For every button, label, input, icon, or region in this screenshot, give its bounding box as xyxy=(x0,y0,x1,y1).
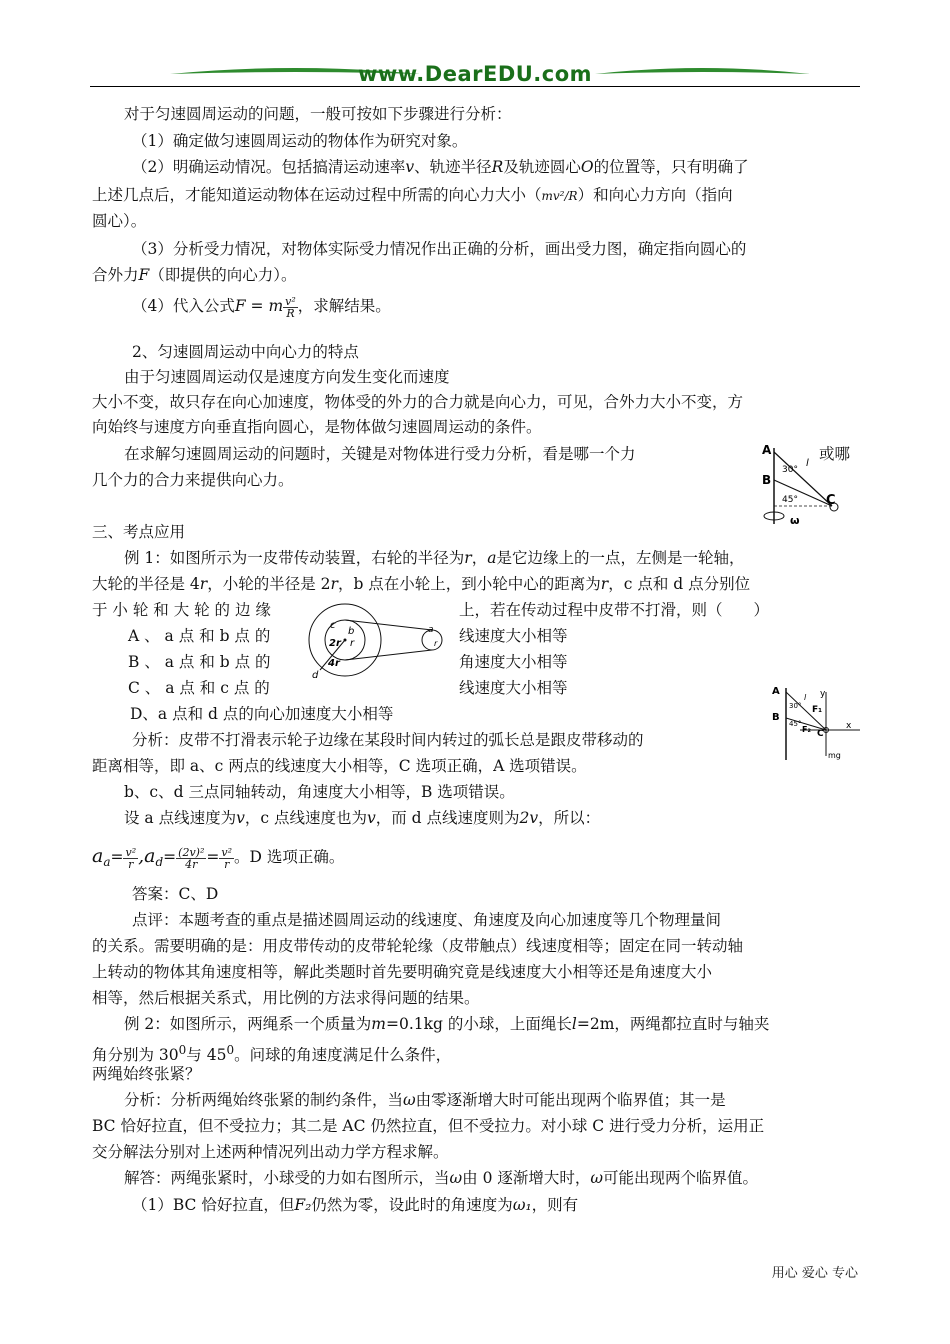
line-16: 例 1：如图所示为一皮带传动装置，右轮的半径为r，a是它边缘上的一点，左侧是一轮轴， xyxy=(124,549,745,567)
line-36: 分析：分析两绳始终张紧的制约条件，当ω由零逐渐增大时可能出现两个临界值；其一是 xyxy=(124,1091,726,1109)
line-24: 距离相等，即 a、c 两点的线速度大小相等，C 选项正确，A 选项错误。 xyxy=(92,757,587,775)
line-13: 在求解匀速圆周运动的问题时，关键是对物体进行受力分析，看是哪一个力 或哪 xyxy=(124,445,851,463)
line-28: 答案：C、D xyxy=(132,885,219,903)
line-15: 三、考点应用 xyxy=(92,523,186,541)
label-4r: 4r xyxy=(328,658,340,669)
label-a: A xyxy=(762,443,772,457)
label-d-point: d xyxy=(312,670,319,681)
line-14: 几个力的合力来提供向心力。 xyxy=(92,471,294,489)
option-a: A 、 a 点 和 b 点 的 线速度大小相等 xyxy=(128,627,568,645)
line-7: 合外力F（即提供的向心力）。 xyxy=(92,266,297,284)
line-5: 圆心）。 xyxy=(92,212,147,230)
line-18: 于 小 轮 和 大 轮 的 边 缘 上，若在传动过程中皮带不打滑，则（ ） xyxy=(92,601,770,619)
line-17: 大轮的半径是 4r，小轮的半径是 2r，b 点在小轮上，到小轮中心的距离为r，c 点和 d 点分别位 xyxy=(92,575,751,593)
line-9: 2、匀速圆周运动中向心力的特点 xyxy=(132,343,359,361)
figure-conical-pendulum xyxy=(760,440,850,530)
option-d: D、a 点和 d 点的向心加速度大小相等 xyxy=(130,705,394,723)
line-2: （1）确定做匀速圆周运动的物体作为研究对象。 xyxy=(132,132,468,150)
label-c: C xyxy=(826,493,836,508)
line-10: 由于匀速圆周运动仅是速度方向发生变化而速度 xyxy=(124,368,450,386)
line-25: b、c、d 三点同轴转动，角速度大小相等，B 选项错误。 xyxy=(124,783,515,801)
figure-belt-drive xyxy=(300,600,450,690)
label-r-right: r xyxy=(434,639,438,648)
label-a-point: a xyxy=(428,625,434,635)
line-35: 两绳始终张紧？ xyxy=(92,1065,201,1083)
label-omega: ω xyxy=(790,514,800,527)
line-38: 交分解法分别对上述两种情况列出动力学方程求解。 xyxy=(92,1143,449,1161)
line-3: （2）明确运动情况。包括搞清运动速率v、轨迹半径R及轨迹圆心O的位置等，只有明确了 xyxy=(132,158,749,176)
line-26: 设 a 点线速度为v，c 点线速度也为v，而 d 点线速度则为2v，所以： xyxy=(124,809,601,827)
label-30deg: 30° xyxy=(789,702,802,710)
label-l: l xyxy=(804,693,807,702)
label-c-point: c xyxy=(330,620,336,631)
line-11: 大小不变，故只存在向心加速度，物体受的外力的合力就是向心力，可见，合外力大小不变，方 xyxy=(92,393,744,411)
label-c: C xyxy=(817,729,824,739)
option-b: B 、 a 点 和 b 点 的 角速度大小相等 xyxy=(128,653,568,671)
label-a: A xyxy=(772,686,780,697)
label-f1: F₁ xyxy=(812,705,823,715)
label-b: B xyxy=(772,712,780,723)
line-12: 向始终与速度方向垂直指向圆心，是物体做匀速圆周运动的条件。 xyxy=(92,418,542,436)
line-23: 分析：皮带不打滑表示轮子边缘在某段时间内转过的弧长总是跟皮带移动的 xyxy=(132,731,644,749)
line-33: 例 2：如图所示，两绳系一个质量为m=0.1kg 的小球，上面绳长l=2m，两绳都拉直时与轴夹 xyxy=(124,1015,770,1033)
label-b: B xyxy=(762,473,772,487)
line-32: 相等，然后根据关系式，用比例的方法求得问题的结果。 xyxy=(92,989,480,1007)
line-34: 角分别为 $30^0$与 $45^0$。问球的角速度满足什么条件， xyxy=(92,1043,452,1065)
figure-force-diagram xyxy=(770,684,870,764)
line-1: 对于匀速圆周运动的问题，一般可按如下步骤进行分析： xyxy=(124,105,512,123)
wheel-center xyxy=(344,639,347,642)
label-45deg: 45° xyxy=(789,720,802,728)
label-x: x xyxy=(846,721,852,731)
page-header xyxy=(90,62,860,92)
page-footer: 用心 爱心 专心 xyxy=(771,1266,858,1281)
line-37: BC 恰好拉直，但不受拉力；其二是 AC 仍然拉直，但不受拉力。对小球 C 进行受力分析，运用正 xyxy=(92,1117,765,1135)
header-rule xyxy=(90,86,860,87)
label-f2: F₂ xyxy=(802,725,811,734)
line-4: 上述几点后，才能知道运动物体在运动过程中所需的向心力大小（mv²/R）和向心力方向（指向 xyxy=(92,186,733,204)
label-r: r xyxy=(350,638,355,649)
label-30deg: 30° xyxy=(782,465,798,475)
label-45deg: 45° xyxy=(782,495,798,505)
label-mg: mg xyxy=(828,751,841,760)
site-logo-text: www.DearEDU.com xyxy=(357,62,593,86)
label-b-point: b xyxy=(348,626,355,637)
line-39: 解答：两绳张紧时，小球受的力如右图所示，当ω由 0 逐渐增大时，ω可能出现两个临界值。 xyxy=(124,1169,759,1187)
line-40: （1）BC 恰好拉直，但F₂仍然为零，设此时的角速度为ω₁，则有 xyxy=(132,1196,579,1214)
label-l: l xyxy=(806,458,809,469)
line-29: 点评：本题考查的重点是描述圆周运动的线速度、角速度及向心加速度等几个物理量间 xyxy=(132,911,722,929)
line-6: （3）分析受力情况，对物体实际受力情况作出正确的分析，画出受力图，确定指向圆心的 xyxy=(132,240,747,258)
line-31: 上转动的物体其角速度相等，解此类题时首先要明确究竟是线速度大小相等还是角速度大小 xyxy=(92,963,713,981)
line-8: （4）代入公式F = m $\frac{\text{v²}}{R}$ ，求解结果。 xyxy=(132,294,391,320)
label-2r: 2r xyxy=(329,638,341,649)
label-y: y xyxy=(820,689,826,699)
line-27-formula: $a_a=$ $\frac{\text{v²}}{r}$ $,a_d=$ $\frac{\text{(2v)²}}{4r}$ = $\frac{\text{v²}}{r}$ 。D 选项正确。 xyxy=(92,845,345,871)
line-30: 的关系。需要明确的是：用皮带传动的皮带轮轮缘（皮带触点）线速度相等；固定在同一转动轴 xyxy=(92,937,744,955)
option-c: C 、 a 点 和 c 点 的 线速度大小相等 xyxy=(128,679,568,697)
